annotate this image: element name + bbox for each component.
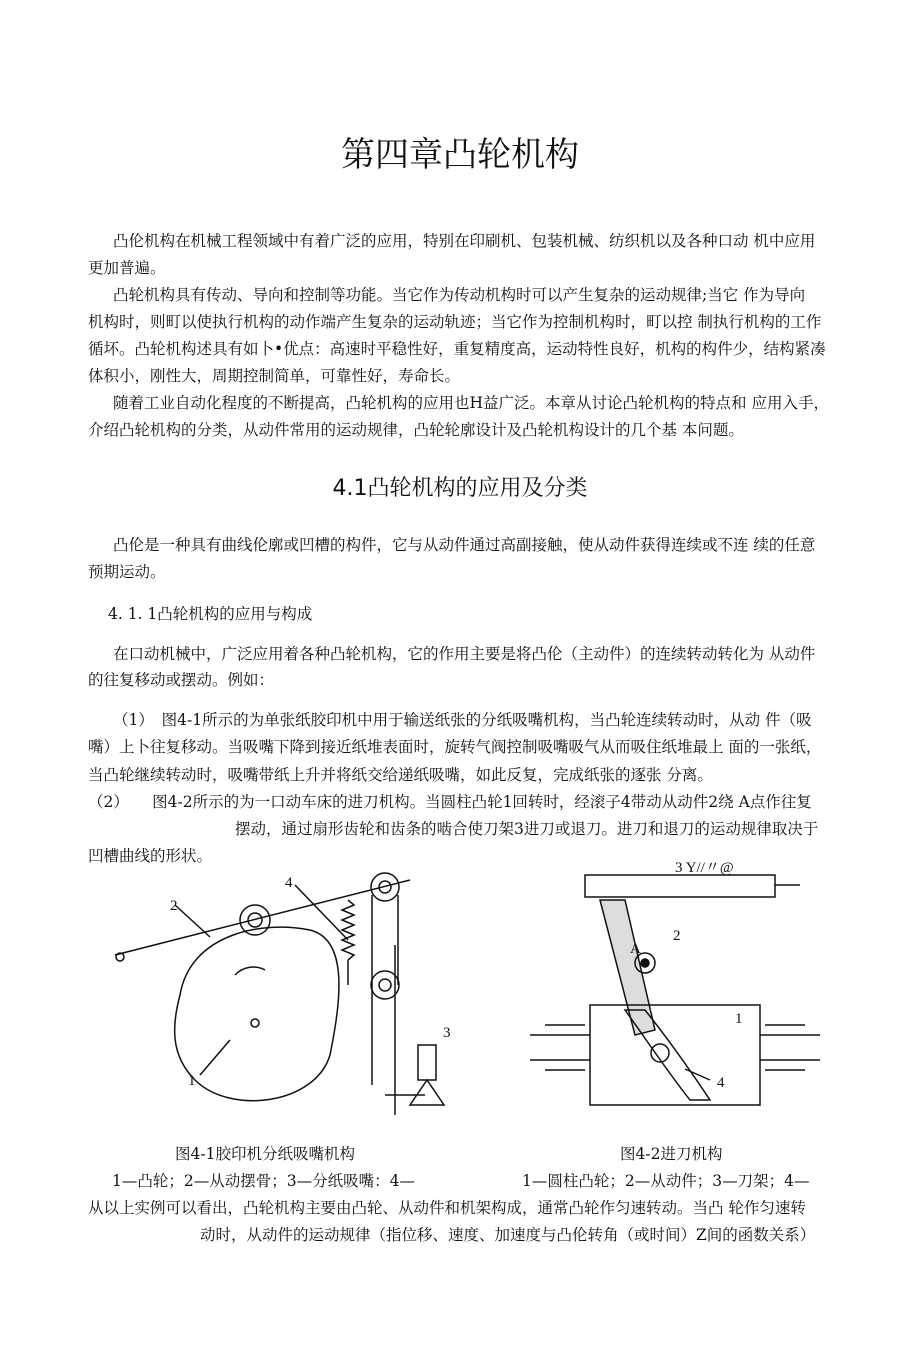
fig1-legend: 1—凸轮；2—从动摆骨；3—分纸吸嘴：4— [112, 1172, 415, 1190]
intro-line: 凸伦机构在机械工程领域中有着广泛的应用，特别在印刷机、包装机械、纺织机以及各种口动 机中应用 [113, 232, 816, 250]
fig1-label: 2 [170, 898, 178, 914]
fig1-label: 3 [443, 1025, 451, 1041]
fig2-label: A [630, 941, 641, 957]
intro-line: 循坏。凸轮机构述具有如卜•优点：高速时平稳性好，重复精度高，运动特性良好，机构的构件少，结构紧凑 [88, 340, 826, 358]
fig1-label: 1 [188, 1073, 196, 1089]
fig1-caption: 图4-1胶印机分纸吸嘴机构 [175, 1145, 355, 1163]
chapter-title: 第四章凸轮机构 [341, 135, 579, 175]
section-para-line: 凸伦是一种具有曲线伦廓或凹槽的构件，它与从动件通过高副接触，使从动件获得连续或不连 续的任意 [113, 536, 816, 554]
item1-line: （1） 图4-1所示的为单张纸胶印机中用于输送纸张的分纸吸嘴机构，当凸轮连续转动时，从动 件（吸 [113, 711, 812, 729]
fig2-label: 4 [717, 1075, 725, 1091]
sub-para-line: 的往复移动或摆动。例如： [88, 671, 275, 689]
item1-line: 当凸轮继续转动时，吸嘴带纸上升并将纸交给递纸吸嘴，如此反复，完成纸张的逐张 分离。 [88, 766, 713, 784]
intro-line: 体积小，刚性大，周期控制简单，可靠性好，寿命长。 [88, 367, 461, 385]
sub-para-line: 在口动机械中，广泛应用着各种凸轮机构，它的作用主要是将凸伦（主动件）的连续转动转化为 从动件 [113, 645, 816, 663]
fig2-label: 3 Y//〃@ [675, 860, 734, 876]
section-para-line: 预期运动。 [88, 563, 166, 581]
closing-line: 从以上实例可以看出，凸轮机构主要由凸轮、从动件和机架构成，通常凸轮作匀速转动。当凸 轮作匀速转 [88, 1199, 806, 1217]
figure-4-1-diagram [100, 865, 480, 1125]
intro-line: 凸轮机构具有传动、导向和控制等功能。当它作为传动机构时可以产生复杂的运动规律;当它 作为导向 [113, 286, 806, 304]
fig2-legend: 1—圆柱凸轮；2—从动件；3—刀架；4— [522, 1172, 810, 1190]
fig2-label: 2 [673, 928, 681, 944]
figure-4-2-diagram [530, 855, 830, 1125]
subsection-title: 4. 1. 1凸轮机构的应用与构成 [108, 605, 313, 623]
item1-line: 嘴）上卜往复移动。当吸嘴下降到接近纸堆表面时，旋转气阀控制吸嘴吸气从而吸住纸堆最上 面的一张纸， [88, 738, 822, 756]
intro-line: 介绍凸轮机构的分类，从动件常用的运动规律，凸轮轮廓设计及凸轮机构设计的几个基 本问题。 [88, 421, 744, 439]
closing-line: 动时，从动件的运动规律（指位移、速度、加速度与凸伦转角（或时间）Z间的函数关系） [200, 1226, 816, 1244]
intro-line: 机构时，则町以使执行机构的动作端产生复杂的运动轨迹；当它作为控制机构时，町以控 制执行机构的工作 [88, 313, 822, 331]
item2-line: （2） 图4-2所示的为一口动车床的进刀机构。当圆柱凸轮1回转时，经滚子4带动从动件2绕 A点作往复 [88, 793, 812, 811]
section-title: 4.1凸轮机构的应用及分类 [332, 476, 588, 501]
fig1-label: 4 [285, 875, 293, 891]
item2-line: 摆动，通过扇形齿轮和齿条的啮合使刀架3进刀或退刀。进刀和退刀的运动规律取决于 [235, 820, 819, 838]
intro-line: 随着工业自动化程度的不断提高，凸轮机构的应用也H益广泛。本章从讨论凸轮机构的特点和 应用入手， [113, 394, 829, 412]
fig2-caption: 图4-2进刀机构 [620, 1145, 723, 1163]
fig2-label: 1 [735, 1011, 743, 1027]
item2-line: 凹槽曲线的形状。 [88, 847, 213, 865]
intro-line: 更加普遍。 [88, 259, 166, 277]
